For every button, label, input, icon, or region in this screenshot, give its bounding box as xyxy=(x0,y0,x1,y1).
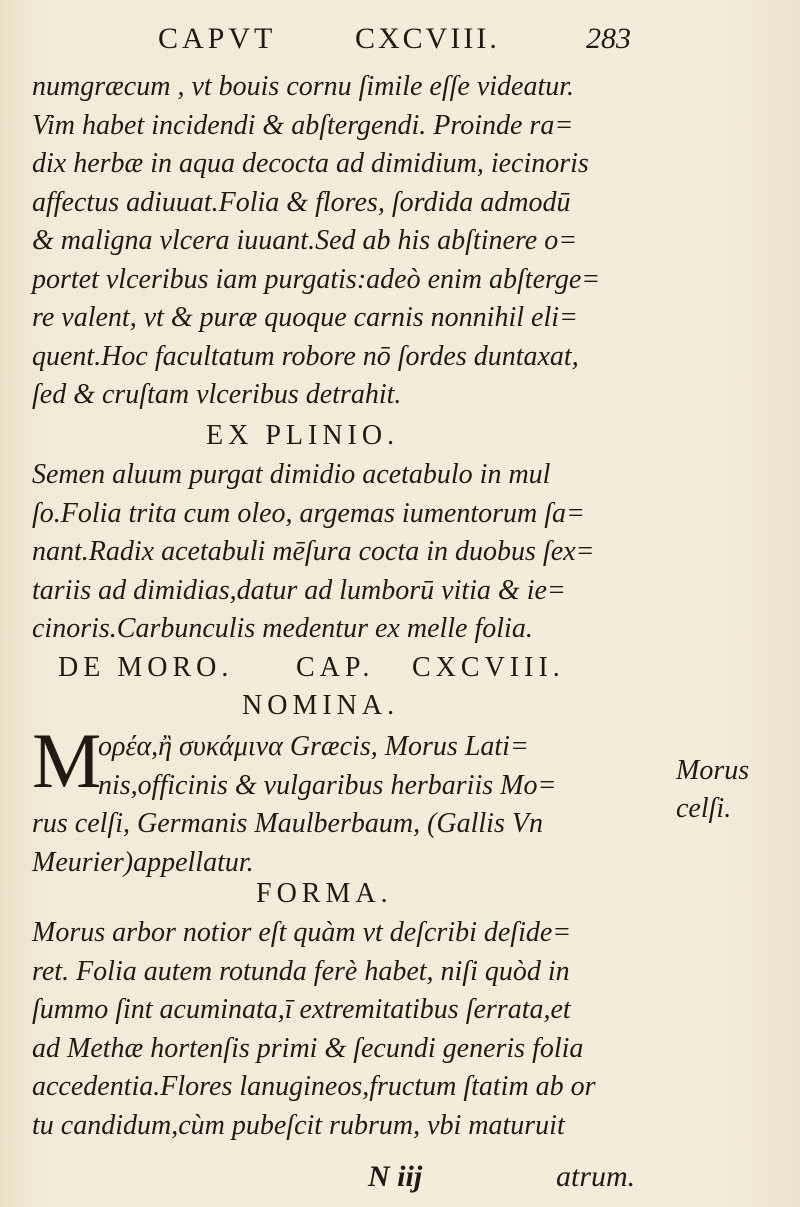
paragraph-nomina-indented xyxy=(98,728,658,805)
paragraph-forma xyxy=(32,914,652,1145)
text-line: ad Methæ hortenſis primi & ſecundi generis folia xyxy=(32,1032,584,1064)
margin-note-line: celſi. xyxy=(676,793,732,824)
paragraph-nomina xyxy=(32,805,652,882)
chapter-title: DE MORO. xyxy=(58,652,234,683)
text-line: portet vlceribus iam purgatis:adeò enim abſterge= xyxy=(32,263,601,295)
text-line: ſummo ſint acuminata,ī extremitatibus ſerrata,et xyxy=(32,994,571,1025)
chapter-cap: CAP. xyxy=(296,652,375,683)
paragraph-top xyxy=(32,68,652,415)
text-line: Semen aluum purgat dimidio acetabulo in mul xyxy=(32,459,551,490)
signature-mark: N iij xyxy=(368,1160,423,1193)
header-chapter-number: CXCVIII. xyxy=(355,22,500,55)
text-line: ſo.Folia trita cum oleo, argemas iumentorum ſa= xyxy=(32,497,585,529)
text-line: affectus adiuuat.Folia & flores, ſordida admodū xyxy=(32,186,571,218)
text-line: dix herbæ in aqua decocta ad dimidium, iecinoris xyxy=(32,148,589,179)
text-line: cinoris.Carbunculis medentur ex melle folia. xyxy=(32,613,533,644)
chapter-number: CXCVIII. xyxy=(412,652,565,683)
text-line: nant.Radix acetabuli mēſura cocta in duobus ſex= xyxy=(32,536,595,567)
text-line: numgræcum , vt bouis cornu ſimile eſſe videatur. xyxy=(32,71,575,102)
section-heading: FORMA. xyxy=(256,878,393,909)
text-line: Morus arbor notior eſt quàm vt deſcribi deſide= xyxy=(32,917,572,948)
page-number: 283 xyxy=(586,22,631,55)
text-line: re valent, vt & puræ quoque carnis nonnihil eli= xyxy=(32,302,578,333)
text-line: quent.Hoc facultatum robore nō ſordes duntaxat, xyxy=(32,340,579,372)
margin-note xyxy=(676,752,749,828)
text-line: nis,officinis & vulgaribus herbariis Mo= xyxy=(98,769,557,801)
text-line: accedentia.Flores lanugineos,fructum ſtatim ab or xyxy=(32,1071,596,1102)
text-line: rus celſi, Germanis Maulberbaum, (Gallis Vn xyxy=(32,808,543,839)
drop-cap: M xyxy=(32,717,102,804)
catchword: atrum. xyxy=(556,1160,636,1193)
text-line: ορέα,ἢ συκάμινα Græcis, Morus Lati= xyxy=(98,731,529,762)
text-line: & maligna vlcera iuuant.Sed ab his abſtinere o= xyxy=(32,225,578,256)
section-heading: NOMINA. xyxy=(242,690,400,721)
text-line: tariis ad dimidias,datur ad lumborū vitia & ie= xyxy=(32,574,566,606)
margin-note-line: Morus xyxy=(676,755,750,786)
paragraph-plinio xyxy=(32,456,652,649)
header-caput: CAPVT xyxy=(158,22,277,55)
text-line: ret. Folia autem rotunda ferè habet, niſi quòd in xyxy=(32,955,570,987)
text-line: Vim habet incidendi & abſtergendi. Proinde ra= xyxy=(32,109,574,141)
text-line: Meurier)appellatur. xyxy=(32,846,254,878)
section-heading: EX PLINIO. xyxy=(206,420,400,451)
running-header xyxy=(0,22,800,62)
text-line: ſed & cruſtam vlceribus detrahit. xyxy=(32,379,402,410)
text-line: tu candidum,cùm pubeſcit rubrum, vbi maturuit xyxy=(32,1109,565,1141)
